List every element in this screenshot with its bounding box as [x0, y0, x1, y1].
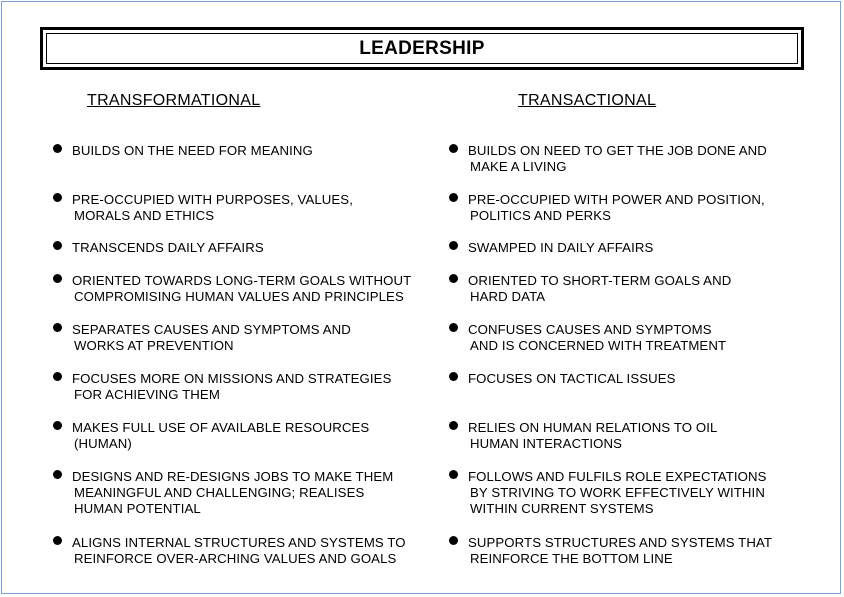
- bullet-icon: [449, 144, 458, 153]
- item-text-line: POLITICS AND PERKS: [470, 208, 612, 223]
- bullet-icon: [449, 323, 458, 332]
- item-text-line: FOCUSES ON TACTICAL ISSUES: [468, 371, 676, 386]
- item-text-line: (HUMAN): [74, 436, 132, 451]
- transformational-item: [72, 192, 353, 224]
- item-text-line: RELIES ON HUMAN RELATIONS TO OIL: [468, 420, 718, 435]
- transformational-item: [72, 469, 393, 517]
- item-text-line: SWAMPED IN DAILY AFFAIRS: [468, 240, 654, 255]
- bullet-icon: [53, 323, 62, 332]
- item-text-line: FOR ACHIEVING THEM: [74, 387, 220, 402]
- heading-transformational: TRANSFORMATIONAL: [87, 92, 261, 109]
- item-text-line: MAKES FULL USE OF AVAILABLE RESOURCES: [72, 420, 370, 435]
- item-text-line: BUILDS ON THE NEED FOR MEANING: [72, 143, 313, 158]
- bullet-icon: [53, 372, 62, 381]
- item-text-line: PRE-OCCUPIED WITH PURPOSES, VALUES,: [72, 192, 353, 207]
- bullet-icon: [53, 470, 62, 479]
- bullet-icon: [449, 372, 458, 381]
- bullet-icon: [449, 421, 458, 430]
- transformational-item: [72, 420, 369, 452]
- transformational-item: [72, 240, 264, 256]
- item-text-line: REINFORCE THE BOTTOM LINE: [470, 551, 673, 566]
- item-text-line: ALIGNS INTERNAL STRUCTURES AND SYSTEMS TO: [72, 535, 406, 550]
- bullet-icon: [449, 470, 458, 479]
- item-text-line: FOCUSES MORE ON MISSIONS AND STRATEGIES: [72, 371, 392, 386]
- transactional-item: [468, 420, 717, 452]
- item-text-line: MEANINGFUL AND CHALLENGING; REALISES: [74, 485, 365, 500]
- item-text-line: FOLLOWS AND FULFILS ROLE EXPECTATIONS: [468, 469, 767, 484]
- item-text-line: WORKS AT PREVENTION: [74, 338, 234, 353]
- item-text-line: HUMAN POTENTIAL: [74, 501, 201, 516]
- transactional-item: [468, 240, 653, 256]
- transactional-item: [468, 535, 772, 567]
- item-text-line: BY STRIVING TO WORK EFFECTIVELY WITHIN: [470, 485, 765, 500]
- item-text-line: SUPPORTS STRUCTURES AND SYSTEMS THAT: [468, 535, 773, 550]
- item-text-line: WITHIN CURRENT SYSTEMS: [470, 501, 654, 516]
- page-title: LEADERSHIP: [46, 33, 798, 64]
- item-text-line: HUMAN INTERACTIONS: [470, 436, 622, 451]
- item-text-line: MAKE A LIVING: [470, 159, 567, 174]
- transformational-item: [72, 273, 411, 305]
- item-text-line: BUILDS ON NEED TO GET THE JOB DONE AND: [468, 143, 767, 158]
- bullet-icon: [449, 274, 458, 283]
- item-text-line: REINFORCE OVER-ARCHING VALUES AND GOALS: [74, 551, 397, 566]
- item-text-line: ORIENTED TO SHORT-TERM GOALS AND: [468, 273, 732, 288]
- transformational-item: [72, 371, 391, 403]
- bullet-icon: [449, 193, 458, 202]
- bullet-icon: [449, 241, 458, 250]
- bullet-icon: [53, 274, 62, 283]
- heading-transactional: TRANSACTIONAL: [518, 92, 657, 109]
- bullet-icon: [53, 144, 62, 153]
- transactional-item: [468, 371, 676, 387]
- item-text-line: COMPROMISING HUMAN VALUES AND PRINCIPLES: [74, 289, 404, 304]
- item-text-line: AND IS CONCERNED WITH TREATMENT: [470, 338, 727, 353]
- transactional-item: [468, 322, 726, 354]
- item-text-line: DESIGNS AND RE-DESIGNS JOBS TO MAKE THEM: [72, 469, 394, 484]
- transformational-item: [72, 535, 406, 567]
- transactional-item: [468, 273, 731, 305]
- bullet-icon: [53, 193, 62, 202]
- title-box: [40, 27, 804, 70]
- bullet-icon: [449, 536, 458, 545]
- transformational-item: [72, 322, 351, 354]
- bullet-icon: [53, 241, 62, 250]
- item-text-line: TRANSCENDS DAILY AFFAIRS: [72, 240, 264, 255]
- transactional-item: [468, 143, 767, 175]
- item-text-line: ORIENTED TOWARDS LONG-TERM GOALS WITHOUT: [72, 273, 412, 288]
- item-text-line: SEPARATES CAUSES AND SYMPTOMS AND: [72, 322, 351, 337]
- transformational-item: [72, 143, 313, 159]
- item-text-line: PRE-OCCUPIED WITH POWER AND POSITION,: [468, 192, 765, 207]
- item-text-line: CONFUSES CAUSES AND SYMPTOMS: [468, 322, 712, 337]
- transactional-item: [468, 192, 765, 224]
- item-text-line: MORALS AND ETHICS: [74, 208, 215, 223]
- transactional-item: [468, 469, 767, 517]
- bullet-icon: [53, 536, 62, 545]
- bullet-icon: [53, 421, 62, 430]
- item-text-line: HARD DATA: [470, 289, 546, 304]
